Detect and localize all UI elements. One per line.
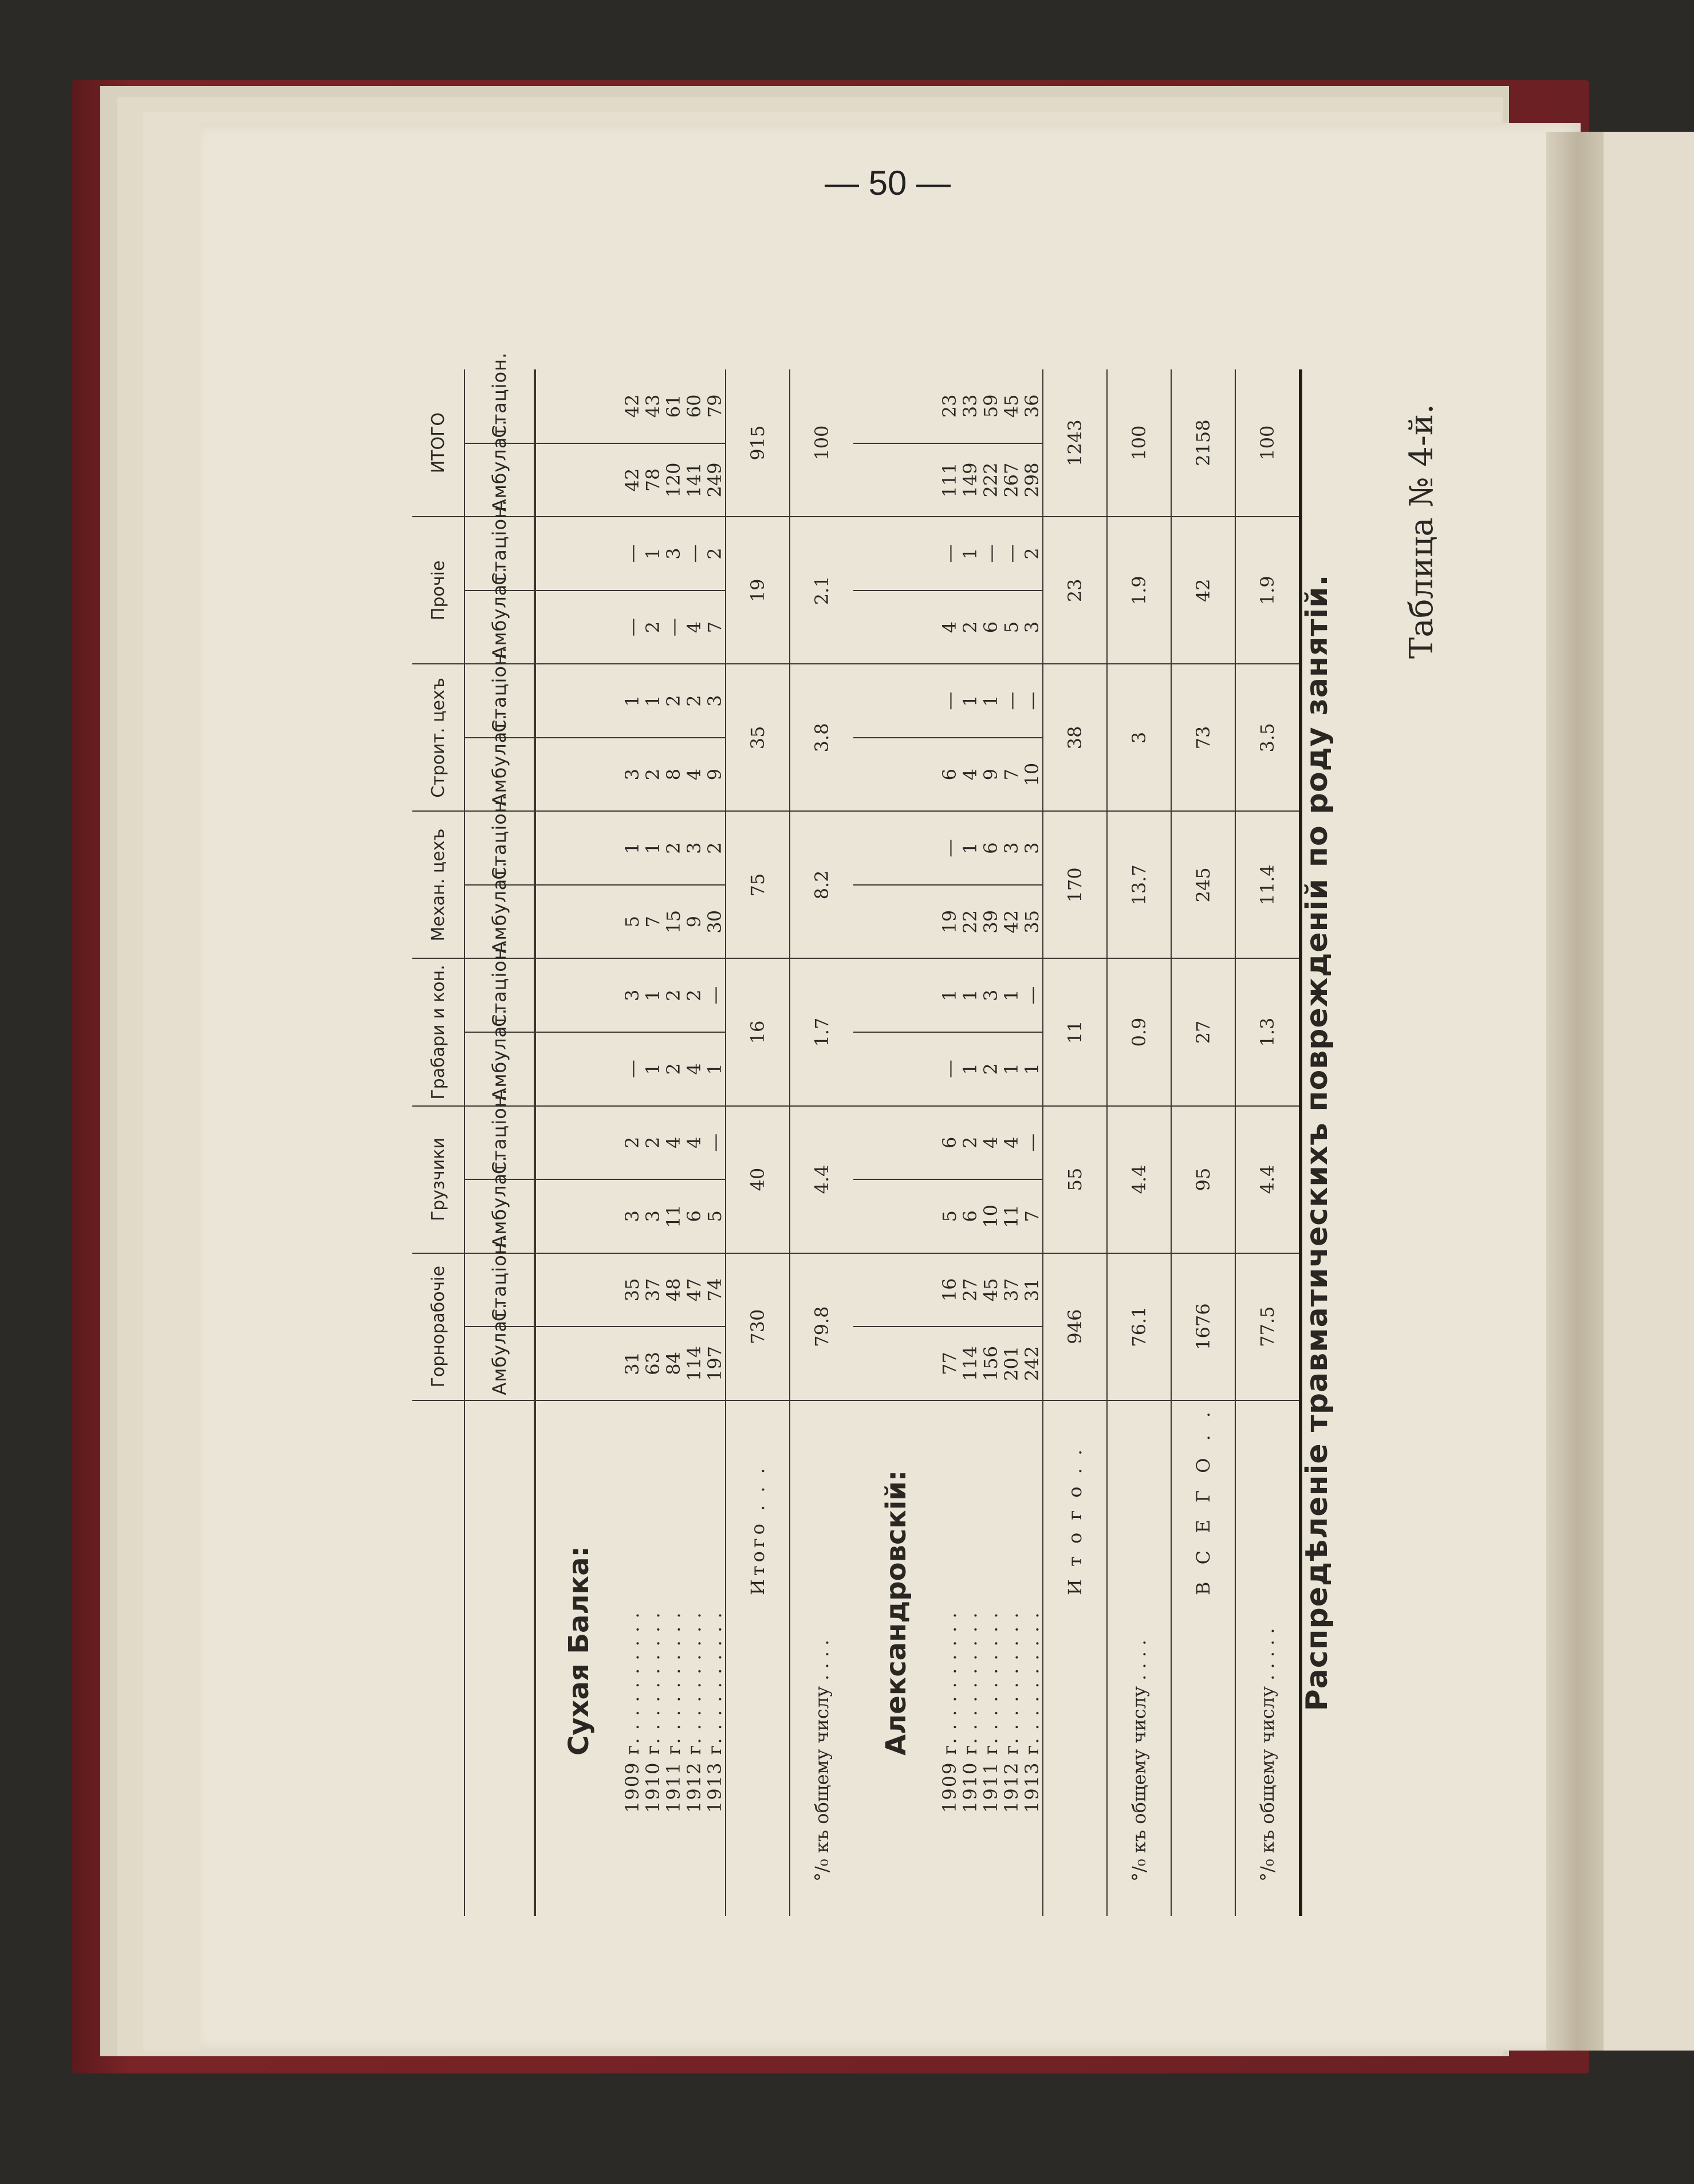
- empty-cell: [535, 958, 622, 1032]
- value-cell: 2: [684, 664, 704, 738]
- column-group-header: Прочіе: [412, 517, 464, 664]
- total-cell: 40: [726, 1106, 790, 1253]
- empty-cell: [535, 1253, 622, 1327]
- value-cell: 1: [1001, 958, 1022, 1032]
- value-cell: 249: [704, 443, 726, 517]
- value-cell: 3: [622, 1179, 643, 1253]
- value-cell: 114: [684, 1327, 704, 1400]
- inpatient-header: Стаціон.: [464, 811, 535, 885]
- table-row: [684, 369, 704, 1916]
- value-cell: 6: [939, 738, 960, 812]
- empty-cell: [535, 1032, 622, 1106]
- table-row: [622, 369, 643, 1916]
- percent-cell: 1.7: [790, 958, 853, 1105]
- value-cell: 201: [1001, 1327, 1022, 1400]
- value-cell: 1: [622, 664, 643, 738]
- value-cell: 61: [663, 369, 684, 443]
- percent-cell: 76.1: [1107, 1253, 1171, 1400]
- ambulatory-header: Амбулат.: [464, 591, 535, 664]
- value-cell: —: [622, 517, 643, 591]
- value-cell: 4: [939, 591, 960, 664]
- total-cell: 23: [1043, 517, 1107, 664]
- empty-cell: [853, 369, 939, 443]
- table-row: [960, 369, 980, 1916]
- value-cell: 1: [960, 664, 980, 738]
- value-cell: 2: [704, 811, 726, 885]
- value-cell: 5: [704, 1179, 726, 1253]
- percent-label: °/₀ къ общему числу . . . .: [1107, 1400, 1171, 1916]
- value-cell: 156: [980, 1327, 1001, 1400]
- grand-total-cell: 1676: [1171, 1253, 1235, 1400]
- value-cell: 9: [980, 738, 1001, 812]
- percent-label: °/₀ къ общему числу . . . .: [790, 1400, 853, 1916]
- value-cell: 23: [939, 369, 960, 443]
- value-cell: —: [704, 958, 726, 1032]
- value-cell: —: [622, 1032, 643, 1106]
- value-cell: 1: [960, 517, 980, 591]
- total-cell: 170: [1043, 811, 1107, 958]
- value-cell: 37: [1001, 1253, 1022, 1327]
- value-cell: 3: [684, 811, 704, 885]
- value-cell: 33: [960, 369, 980, 443]
- facing-page: [1604, 132, 1694, 2051]
- value-cell: 77: [939, 1327, 960, 1400]
- column-group-header: Грузчики: [412, 1106, 464, 1253]
- value-cell: 149: [960, 443, 980, 517]
- value-cell: 3: [704, 664, 726, 738]
- value-cell: 4: [1001, 1106, 1022, 1180]
- empty-cell: [853, 958, 939, 1032]
- inpatient-header: Стаціон.: [464, 664, 535, 738]
- value-cell: 4: [663, 1106, 684, 1180]
- year-label: 1909 г. . . . . . . . . .: [939, 1611, 960, 1813]
- value-cell: 1: [643, 664, 663, 738]
- value-cell: 4: [684, 1106, 704, 1180]
- total-label: Итого . . .: [726, 1400, 790, 1916]
- value-cell: 16: [939, 1253, 960, 1327]
- value-cell: 2: [960, 591, 980, 664]
- empty-cell: [853, 1032, 939, 1106]
- value-cell: 6: [684, 1179, 704, 1253]
- table-row: [663, 369, 684, 1916]
- value-cell: 120: [663, 443, 684, 517]
- percent-cell: 3.8: [790, 664, 853, 811]
- inpatient-header: Стаціон.: [464, 1106, 535, 1180]
- year-label: 1912 г. . . . . . . . . .: [1000, 1611, 1022, 1813]
- empty-cell: [535, 811, 622, 885]
- value-cell: 63: [643, 1327, 663, 1400]
- value-cell: 3: [1022, 591, 1043, 664]
- column-group-header: Грабари и кон.: [412, 958, 464, 1105]
- value-cell: 74: [704, 1253, 726, 1327]
- value-cell: 15: [663, 885, 684, 959]
- value-cell: 7: [1001, 738, 1022, 812]
- percent-cell: 2.1: [790, 517, 853, 664]
- table-row: [939, 369, 960, 1916]
- value-cell: 1: [643, 517, 663, 591]
- empty-cell: [535, 664, 622, 738]
- grand-percent-label: °/₀ къ общему числу . . . . .: [1235, 1400, 1301, 1916]
- year-label: 1910 г. . . . . . . . . .: [959, 1611, 981, 1813]
- value-cell: 1: [1001, 1032, 1022, 1106]
- value-cell: 3: [980, 958, 1001, 1032]
- total-cell: 915: [726, 369, 790, 517]
- value-cell: 35: [1022, 885, 1043, 959]
- value-cell: —: [980, 517, 1001, 591]
- section-title: Сухая Балка:: [563, 1546, 595, 1756]
- value-cell: —: [684, 517, 704, 591]
- percent-cell: 4.4: [1107, 1106, 1171, 1253]
- ambulatory-header: Амбулат.: [464, 443, 535, 517]
- value-cell: 42: [1001, 885, 1022, 959]
- table-row: [643, 369, 663, 1916]
- section-title: Александровскій:: [880, 1470, 912, 1756]
- value-cell: 2: [663, 664, 684, 738]
- value-cell: —: [663, 591, 684, 664]
- grand-total-label: В С Е Г О . .: [1171, 1400, 1235, 1916]
- grand-total-cell: 95: [1171, 1106, 1235, 1253]
- table-row: [704, 369, 726, 1916]
- column-group-header: Горнорабочіе: [412, 1253, 464, 1400]
- empty-cell: [535, 1106, 622, 1180]
- value-cell: —: [1022, 1106, 1043, 1180]
- value-cell: —: [1001, 517, 1022, 591]
- grand-percent-cell: 1.3: [1235, 958, 1301, 1105]
- total-cell: 35: [726, 664, 790, 811]
- total-cell: 38: [1043, 664, 1107, 811]
- ambulatory-header: Амбулат.: [464, 1327, 535, 1400]
- value-cell: 31: [1022, 1253, 1043, 1327]
- year-label: 1913 г. . . . . . . . . .: [704, 1611, 726, 1813]
- value-cell: 3: [1001, 811, 1022, 885]
- empty-cell: [853, 738, 939, 812]
- page-number: — 50 —: [824, 164, 951, 202]
- column-group-header: Механ. цехъ: [412, 811, 464, 958]
- empty-cell: [853, 1106, 939, 1180]
- empty-cell: [535, 738, 622, 812]
- ambulatory-header: Амбулат.: [464, 1179, 535, 1253]
- year-label: 1912 г. . . . . . . . . .: [683, 1611, 705, 1813]
- value-cell: 1: [960, 811, 980, 885]
- table-row: [1001, 369, 1022, 1916]
- total-cell: 16: [726, 958, 790, 1105]
- value-cell: 2: [980, 1032, 1001, 1106]
- corner-cell: [464, 1400, 535, 1916]
- inpatient-header: Стаціон.: [464, 1253, 535, 1327]
- value-cell: 6: [980, 591, 1001, 664]
- value-cell: 4: [960, 738, 980, 812]
- value-cell: 6: [939, 1106, 960, 1180]
- value-cell: —: [939, 811, 960, 885]
- grand-percent-cell: 77.5: [1235, 1253, 1301, 1400]
- grand-percent-cell: 1.9: [1235, 517, 1301, 664]
- grand-total-cell: 245: [1171, 811, 1235, 958]
- empty-cell: [535, 591, 622, 664]
- value-cell: 1: [980, 664, 1001, 738]
- value-cell: —: [939, 1032, 960, 1106]
- empty-cell: [853, 1327, 939, 1400]
- value-cell: 43: [643, 369, 663, 443]
- inpatient-header: Стаціон.: [464, 369, 535, 443]
- value-cell: 7: [704, 591, 726, 664]
- value-cell: 2: [663, 811, 684, 885]
- value-cell: 47: [684, 1253, 704, 1327]
- value-cell: —: [704, 1106, 726, 1180]
- rotated-table-block: [412, 352, 1489, 1916]
- total-cell: 1243: [1043, 369, 1107, 517]
- value-cell: 2: [643, 591, 663, 664]
- value-cell: 2: [960, 1106, 980, 1180]
- grand-percent-cell: 3.5: [1235, 664, 1301, 811]
- value-cell: 36: [1022, 369, 1043, 443]
- grand-total-cell: 27: [1171, 958, 1235, 1105]
- percent-cell: 79.8: [790, 1253, 853, 1400]
- value-cell: 3: [622, 738, 643, 812]
- corner-cell: [412, 1400, 464, 1916]
- total-cell: 19: [726, 517, 790, 664]
- total-cell: 55: [1043, 1106, 1107, 1253]
- value-cell: 1: [643, 1032, 663, 1106]
- value-cell: 1: [643, 958, 663, 1032]
- empty-cell: [853, 591, 939, 664]
- empty-cell: [853, 1179, 939, 1253]
- value-cell: 9: [704, 738, 726, 812]
- percent-cell: 0.9: [1107, 958, 1171, 1105]
- empty-cell: [853, 517, 939, 591]
- grand-total-cell: 42: [1171, 517, 1235, 664]
- value-cell: 6: [980, 811, 1001, 885]
- value-cell: 39: [980, 885, 1001, 959]
- value-cell: 7: [1022, 1179, 1043, 1253]
- year-label: 1911 г. . . . . . . . . .: [980, 1611, 1002, 1813]
- value-cell: 7: [643, 885, 663, 959]
- value-cell: 10: [980, 1179, 1001, 1253]
- total-cell: 75: [726, 811, 790, 958]
- total-cell: 946: [1043, 1253, 1107, 1400]
- value-cell: 1: [643, 811, 663, 885]
- value-cell: 2: [643, 738, 663, 812]
- value-cell: 2: [1022, 517, 1043, 591]
- value-cell: 2: [663, 1032, 684, 1106]
- column-group-header: Строит. цехъ: [412, 664, 464, 811]
- value-cell: 48: [663, 1253, 684, 1327]
- empty-cell: [853, 811, 939, 885]
- table-number: Таблица № 4-й.: [1403, 404, 1440, 659]
- inpatient-header: Стаціон.: [464, 958, 535, 1032]
- percent-cell: 1.9: [1107, 517, 1171, 664]
- column-group-header: ИТОГО: [412, 369, 464, 517]
- value-cell: 6: [960, 1179, 980, 1253]
- value-cell: 267: [1001, 443, 1022, 517]
- ambulatory-header: Амбулат.: [464, 885, 535, 959]
- value-cell: 8: [663, 738, 684, 812]
- year-label: 1913 г. . . . . . . . . .: [1021, 1611, 1043, 1813]
- value-cell: 141: [684, 443, 704, 517]
- value-cell: 5: [622, 885, 643, 959]
- total-cell: 730: [726, 1253, 790, 1400]
- table-row: [1022, 369, 1043, 1916]
- value-cell: 1: [622, 811, 643, 885]
- value-cell: 79: [704, 369, 726, 443]
- value-cell: 11: [1001, 1179, 1022, 1253]
- percent-cell: 100: [1107, 369, 1171, 517]
- value-cell: 1: [1022, 1032, 1043, 1106]
- grand-percent-cell: 4.4: [1235, 1106, 1301, 1253]
- value-cell: 4: [684, 591, 704, 664]
- grand-percent-cell: 100: [1235, 369, 1301, 517]
- empty-cell: [535, 517, 622, 591]
- empty-cell: [535, 443, 622, 517]
- value-cell: 31: [622, 1327, 643, 1400]
- value-cell: 3: [643, 1179, 663, 1253]
- value-cell: 298: [1022, 443, 1043, 517]
- book-gutter: [1546, 132, 1604, 2051]
- value-cell: 45: [1001, 369, 1022, 443]
- value-cell: —: [622, 591, 643, 664]
- value-cell: 197: [704, 1327, 726, 1400]
- value-cell: 59: [980, 369, 1001, 443]
- injury-distribution-table: [412, 352, 1302, 1916]
- value-cell: —: [1022, 958, 1043, 1032]
- empty-cell: [535, 369, 622, 443]
- value-cell: 4: [684, 1032, 704, 1106]
- total-cell: 11: [1043, 958, 1107, 1105]
- value-cell: 42: [622, 369, 643, 443]
- empty-cell: [535, 1179, 622, 1253]
- empty-cell: [853, 443, 939, 517]
- year-label: 1911 г. . . . . . . . . .: [663, 1611, 684, 1813]
- value-cell: 2: [622, 1106, 643, 1180]
- empty-cell: [535, 1327, 622, 1400]
- value-cell: 30: [704, 885, 726, 959]
- grand-percent-cell: 11.4: [1235, 811, 1301, 958]
- value-cell: 10: [1022, 738, 1043, 812]
- table-title: Распредѣленіе травматическихъ поврежденій по роду занятій.: [1300, 574, 1334, 1711]
- value-cell: 27: [960, 1253, 980, 1327]
- ambulatory-header: Амбулат.: [464, 1032, 535, 1106]
- value-cell: 2: [663, 958, 684, 1032]
- value-cell: 4: [684, 738, 704, 812]
- value-cell: 114: [960, 1327, 980, 1400]
- value-cell: 11: [663, 1179, 684, 1253]
- value-cell: 1: [939, 958, 960, 1032]
- value-cell: 3: [663, 517, 684, 591]
- value-cell: 22: [960, 885, 980, 959]
- grand-total-cell: 2158: [1171, 369, 1235, 517]
- percent-cell: 100: [790, 369, 853, 517]
- value-cell: 45: [980, 1253, 1001, 1327]
- year-label: 1910 г. . . . . . . . . .: [642, 1611, 664, 1813]
- value-cell: 19: [939, 885, 960, 959]
- percent-cell: 8.2: [790, 811, 853, 958]
- value-cell: 60: [684, 369, 704, 443]
- table-row: [980, 369, 1001, 1916]
- value-cell: 1: [960, 958, 980, 1032]
- ambulatory-header: Амбулат.: [464, 738, 535, 812]
- value-cell: 3: [1022, 811, 1043, 885]
- value-cell: —: [939, 517, 960, 591]
- value-cell: 2: [684, 958, 704, 1032]
- value-cell: 5: [1001, 591, 1022, 664]
- value-cell: 2: [643, 1106, 663, 1180]
- inpatient-header: Стаціон.: [464, 517, 535, 591]
- value-cell: —: [939, 664, 960, 738]
- value-cell: 35: [622, 1253, 643, 1327]
- empty-cell: [853, 885, 939, 959]
- value-cell: 242: [1022, 1327, 1043, 1400]
- value-cell: 222: [980, 443, 1001, 517]
- value-cell: 1: [960, 1032, 980, 1106]
- value-cell: 5: [939, 1179, 960, 1253]
- value-cell: —: [1022, 664, 1043, 738]
- empty-cell: [853, 1253, 939, 1327]
- year-label: 1909 г. . . . . . . . . .: [621, 1611, 643, 1813]
- value-cell: 3: [622, 958, 643, 1032]
- value-cell: 1: [704, 1032, 726, 1106]
- value-cell: 78: [643, 443, 663, 517]
- percent-cell: 3: [1107, 664, 1171, 811]
- total-label: И т о г о . .: [1043, 1400, 1107, 1916]
- value-cell: 84: [663, 1327, 684, 1400]
- value-cell: 42: [622, 443, 643, 517]
- value-cell: 111: [939, 443, 960, 517]
- value-cell: 37: [643, 1253, 663, 1327]
- value-cell: —: [1001, 664, 1022, 738]
- value-cell: 9: [684, 885, 704, 959]
- percent-cell: 13.7: [1107, 811, 1171, 958]
- grand-total-cell: 73: [1171, 664, 1235, 811]
- value-cell: 4: [980, 1106, 1001, 1180]
- empty-cell: [535, 885, 622, 959]
- percent-cell: 4.4: [790, 1106, 853, 1253]
- value-cell: 2: [704, 517, 726, 591]
- empty-cell: [853, 664, 939, 738]
